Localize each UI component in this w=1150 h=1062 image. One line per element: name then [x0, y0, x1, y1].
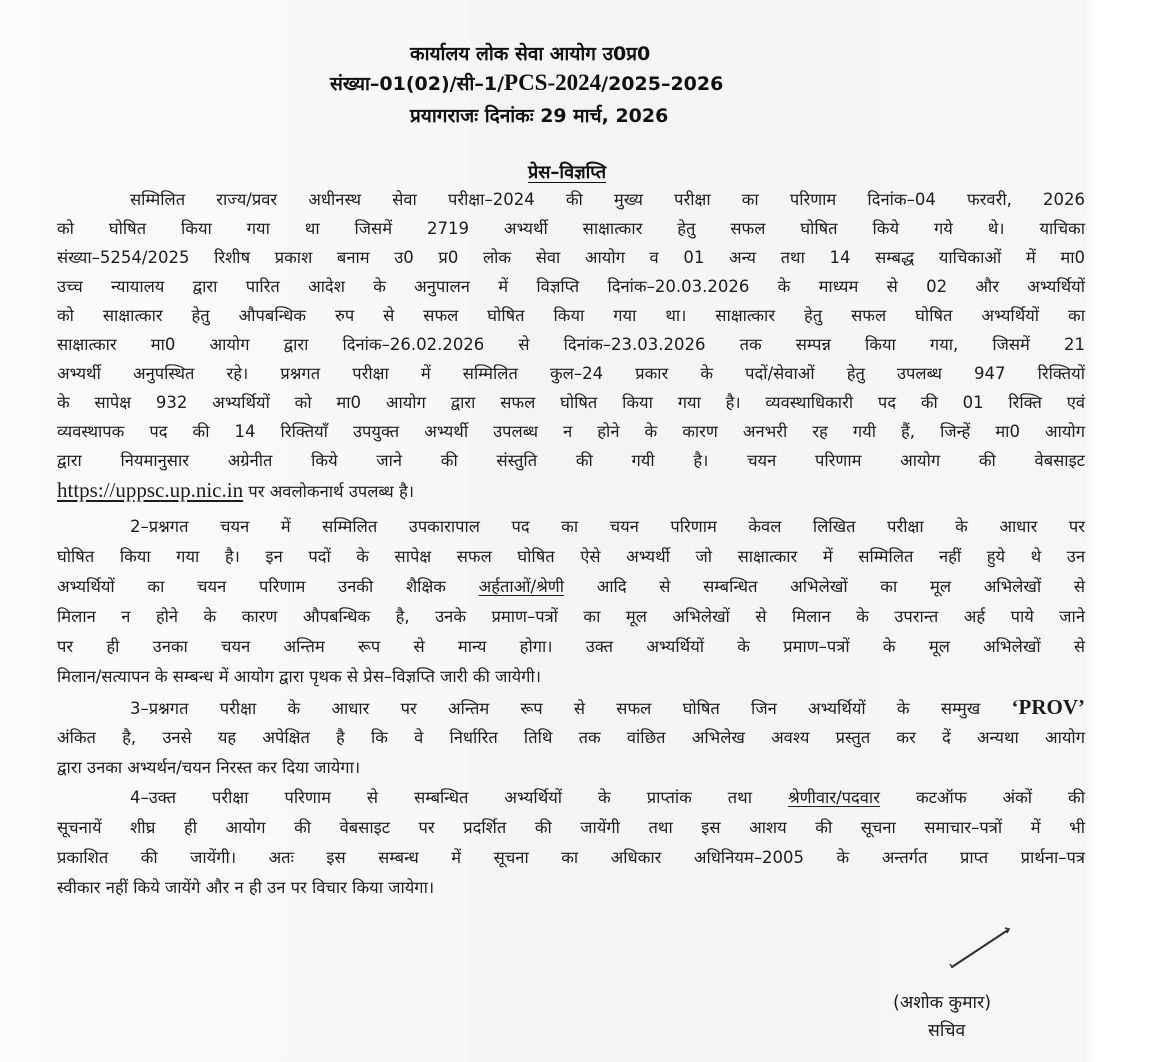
signatory-name: (अशोक कुमार) [893, 993, 992, 1013]
paragraph-4-line [130, 786, 1085, 810]
paragraph-1-line [57, 478, 1085, 504]
paragraph-1-line: व्यवस्थापक पद की 14 रिक्तियाँ उपयुक्त अभ्यर्थी उपलब्ध न होने के कारण अनभरी रह गयी हैं, जिन्हें मा0 आयोग [57, 422, 1085, 441]
paragraph-2-line: मिलान/सत्यापन के सम्बन्ध में आयोग द्वारा पृथक से प्रेस–विज्ञप्ति जारी की जायेगी। [57, 667, 542, 686]
paragraph-2-line: 2–प्रश्नगत चयन में सम्मिलित उपकारापाल पद का चयन परिणाम केवल लिखित परीक्षा के आधार पर [130, 517, 1085, 536]
website-link[interactable]: https://uppsc.up.nic.in [57, 478, 244, 502]
paragraph-4-line: स्वीकार नहीं किये जायेंगे और न ही उन पर विचार किया जायेगा। [57, 878, 435, 897]
prov-marker: ‘PROV’ [1011, 695, 1085, 719]
text-segment: आदि से सम्बन्धित अभिलेखों का मूल अभिलेखों से [564, 577, 1085, 596]
reference-suffix: /2025–2026 [601, 73, 724, 95]
underlined-category-wise: श्रेणीवार/पदवार [787, 788, 880, 807]
underlined-qualifications: अर्हताओं/श्रेणी [478, 577, 564, 596]
paragraph-1-line: को घोषित किया गया था जिसमें 2719 अभ्यर्थी साक्षात्कार हेतु सफल घोषित किये गये थे। याचिका [57, 219, 1085, 238]
paragraph-2-line: घोषित किया गया है। इन पदों के सापेक्ष सफल घोषित ऐसे अभ्यर्थी जो साक्षात्कार में सम्मिलित नहीं हुये थे उन [57, 547, 1085, 566]
paragraph-1-line: साक्षात्कार मा0 आयोग द्वारा दिनांक–26.02.2026 से दिनांक–23.03.2026 तक सम्पन्न किया गया, जिसमें 21 [57, 335, 1085, 354]
text-segment: 4–उक्त परीक्षा परिणाम से सम्बन्धित अभ्यर्थियों के प्राप्तांक तथा [130, 788, 788, 807]
signature-mark-icon [945, 922, 1015, 972]
paragraph-3-line [130, 695, 1085, 721]
paragraph-1-line: संख्या–5254/2025 रिशीष प्रकाश बनाम उ0 प्र0 लोक सेवा आयोग व 01 अन्य तथा 14 सम्बद्ध याचिकाओं में मा0 [57, 248, 1085, 267]
signatory-designation: सचिव [928, 1021, 966, 1041]
reference-exam-code: PCS-2024 [504, 70, 602, 95]
paragraph-1-line: के सापेक्ष 932 अभ्यर्थियों को मा0 आयोग द्वारा सफल घोषित किया गया है। व्यवस्थाधिकारी पद की 01 रिक्ति एवं [57, 393, 1085, 412]
text-segment: अभ्यर्थियों का चयन परिणाम उनकी शैक्षिक [57, 577, 479, 596]
text-segment: 3–प्रश्नगत परीक्षा के आधार पर अन्तिम रूप से सफल घोषित जिन अभ्यर्थियों के सम्मुख [130, 699, 1012, 718]
paragraph-4-line: प्रकाशित की जायेंगी। अतः इस सम्बन्ध में सूचना का अधिकार अधिनियम–2005 के अन्तर्गत प्राप्त प्रार्थना–पत्र [57, 848, 1085, 867]
paragraph-2-line: पर ही उनका चयन अन्तिम रूप से मान्य होगा। उक्त अभ्यर्थियों के प्रमाण–पत्रों के मूल अभिलेखों से [57, 637, 1085, 656]
paragraph-3-line: द्वारा उनका अभ्यर्थन/चयन निरस्त कर दिया जायेगा। [57, 758, 361, 777]
paragraph-3-line: अंकित है, उनसे यह अपेक्षित है कि वे निर्धारित तिथि तक वांछित अभिलेख अवश्य प्रस्तुत कर दें अन्यथा आयोग [57, 728, 1085, 747]
place-and-date: प्रयागराजः दिनांकः 29 मार्च, 2026 [410, 105, 669, 127]
office-name: कार्यालय लोक सेवा आयोग उ0प्र0 [410, 43, 651, 65]
paragraph-2-line: मिलान न होने के कारण औपबन्धिक है, उनके प्रमाण–पत्रों का मूल अभिलेखों से मिलान के उपरान्त अर्ह पाये जाने [57, 607, 1085, 626]
reference-prefix: संख्या–01(02)/सी–1/ [330, 73, 505, 95]
text-segment: कटऑफ अंकों की [879, 788, 1085, 807]
paragraph-1-line: उच्च न्यायालय द्वारा पारित आदेश के अनुपालन में विज्ञप्ति दिनांक–20.03.2026 के माध्यम से 02 और अभ्यर्थियों [57, 277, 1085, 296]
paragraph-1-line: अभ्यर्थी अनुपस्थित रहे। प्रश्नगत परीक्षा में सम्मिलित कुल–24 प्रकार के पदों/सेवाओं हेतु उपलब्ध 947 रिक्तियों [57, 364, 1085, 383]
paragraph-2-line [57, 575, 1085, 599]
paragraph-4-line: सूचनायें शीघ्र ही आयोग की वेबसाइट पर प्रदर्शित की जायेंगी तथा इस आशय की सूचना समाचार–पत्रों में भी [57, 818, 1085, 837]
page-title: प्रेस–विज्ञप्ति [528, 162, 607, 183]
paragraph-1-line: द्वारा नियमानुसार अग्रेनीत किये जाने की संस्तुति की गयी है। चयन परिणाम आयोग की वेबसाइट [57, 451, 1085, 470]
reference-number [330, 70, 723, 96]
paragraph-1-line: सम्मिलित राज्य/प्रवर अधीनस्थ सेवा परीक्षा–2024 की मुख्य परीक्षा का परिणाम दिनांक–04 फरवरी, 2026 [130, 190, 1085, 209]
paragraph-1-line: को साक्षात्कार हेतु औपबन्धिक रुप से सफल घोषित किया गया था। साक्षात्कार हेतु सफल घोषित अभ्यर्थियों का [57, 306, 1085, 325]
website-link-tail: पर अवलोकनार्थ उपलब्ध है। [243, 482, 415, 501]
